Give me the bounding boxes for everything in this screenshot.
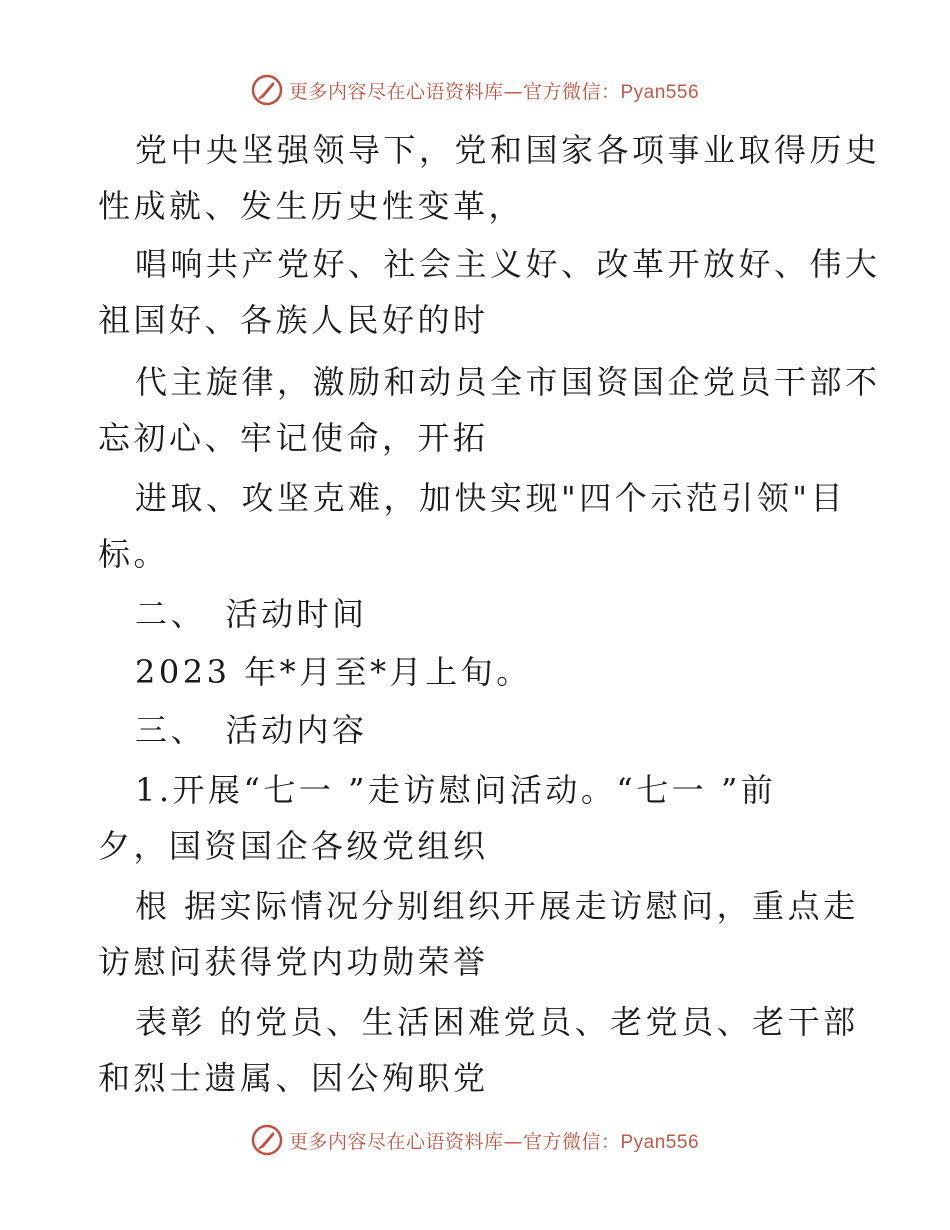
banner-wechat-id: Pyan556 [620, 81, 700, 103]
quill-pen-logo-icon [251, 1124, 283, 1156]
paragraph-line: 性成就、发生历史性变革， [98, 187, 525, 225]
paragraph-line: 表彰 的党员、生活困难党员、老党员、老干部 [135, 1003, 859, 1041]
header-banner [0, 70, 950, 110]
paragraph-line: 党中央坚强领导下，党和国家各项事业取得历史 [135, 131, 881, 169]
paragraph-line: 夕，国资国企各级党组织 [98, 827, 489, 865]
paragraph-line: 和烈士遗属、因公殉职党 [98, 1059, 489, 1097]
paragraph-line: 唱响共产党好、社会主义好、改革开放好、伟大 [135, 245, 881, 283]
paragraph-line: 进取、攻坚克难，加快实现"四个示范引领"目 [135, 479, 846, 517]
paragraph-line: 根 据实际情况分别组织开展走访慰问，重点走 [135, 887, 859, 925]
paragraph-line: 忘初心、牢记使命，开拓 [98, 419, 489, 457]
section-heading: 三、 活动内容 [135, 711, 368, 749]
paragraph-line: 1.开展“七一 ”走访慰问活动。“七一 ”前 [135, 771, 777, 809]
banner-wechat-id: Pyan556 [620, 1131, 700, 1153]
banner-text [289, 1127, 699, 1154]
paragraph-line: 2023 年*月至*月上旬。 [135, 653, 532, 691]
section-heading: 二、 活动时间 [135, 595, 368, 633]
paragraph-line: 访慰问获得党内功勋荣誉 [98, 943, 489, 981]
quill-pen-logo-icon [251, 74, 283, 106]
paragraph-line: 祖国好、各族人民好的时 [98, 301, 489, 339]
banner-text-cn: 更多内容尽在心语资料库—官方微信： [288, 80, 621, 103]
paragraph-line: 标。 [98, 535, 170, 573]
banner-text-cn: 更多内容尽在心语资料库—官方微信： [288, 1130, 621, 1153]
footer-banner [0, 1120, 950, 1160]
banner-text [289, 77, 699, 104]
paragraph-line: 代主旋律，激励和动员全市国资国企党员干部不 [135, 363, 881, 401]
